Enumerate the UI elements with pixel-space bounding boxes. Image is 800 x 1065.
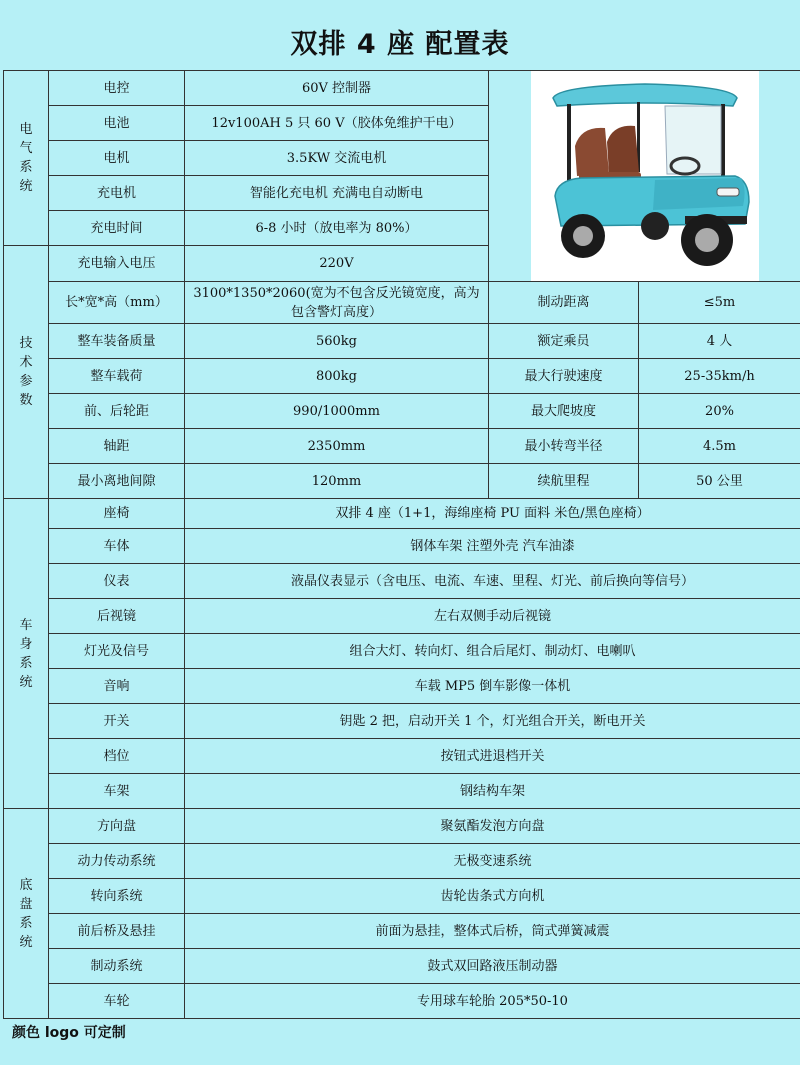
row-value: 液晶仪表显示（含电压、电流、车速、里程、灯光、前后换向等信号） — [185, 564, 800, 599]
table-row — [4, 634, 800, 669]
table-row — [4, 844, 800, 879]
row-label: 仪表 — [49, 564, 185, 599]
row-label: 最大行驶速度 — [489, 359, 639, 394]
row-label: 电机 — [49, 141, 185, 176]
table-row — [4, 529, 800, 564]
table-row — [4, 914, 800, 949]
table-row — [4, 282, 800, 324]
row-label: 动力传动系统 — [49, 844, 185, 879]
customization-note: 颜色 logo 可定制 — [12, 1025, 126, 1041]
row-label: 制动系统 — [49, 949, 185, 984]
row-value: 800kg — [185, 359, 489, 394]
row-value: 聚氨酯发泡方向盘 — [185, 809, 800, 844]
row-value: 3100*1350*2060(宽为不包含反光镜宽度，高为包含警灯高度） — [185, 282, 489, 324]
row-label: 轴距 — [49, 429, 185, 464]
row-label: 车体 — [49, 529, 185, 564]
row-value: 990/1000mm — [185, 394, 489, 429]
row-label: 前后桥及悬挂 — [49, 914, 185, 949]
row-label: 座椅 — [49, 499, 185, 529]
row-label: 额定乘员 — [489, 324, 639, 359]
row-label: 方向盘 — [49, 809, 185, 844]
row-value: 钢体车架 注塑外壳 汽车油漆 — [185, 529, 800, 564]
row-label: 最小离地间隙 — [49, 464, 185, 499]
section-body: 车 身 系 统 — [4, 499, 49, 809]
table-row — [4, 704, 800, 739]
row-label: 最大爬坡度 — [489, 394, 639, 429]
row-value: 25-35km/h — [639, 359, 800, 394]
row-label: 最小转弯半径 — [489, 429, 639, 464]
row-label: 充电输入电压 — [49, 246, 185, 282]
golf-cart-illustration — [535, 76, 755, 276]
row-value: 4 人 — [639, 324, 800, 359]
table-row — [4, 71, 800, 106]
section-technical: 技 术 参 数 — [4, 246, 49, 499]
table-row — [4, 499, 800, 529]
row-value: 4.5m — [639, 429, 800, 464]
row-label: 电池 — [49, 106, 185, 141]
section-electrical: 电 气 系 统 — [4, 71, 49, 246]
row-label: 后视镜 — [49, 599, 185, 634]
row-label: 续航里程 — [489, 464, 639, 499]
table-row — [4, 394, 800, 429]
row-label: 电控 — [49, 71, 185, 106]
row-value: 3.5KW 交流电机 — [185, 141, 489, 176]
row-value: 双排 4 座（1+1，海绵座椅 PU 面料 米色/黑色座椅） — [185, 499, 800, 529]
row-value: 专用球车轮胎 205*50-10 — [185, 984, 800, 1019]
row-label: 制动距离 — [489, 282, 639, 324]
row-value: 6-8 小时（放电率为 80%） — [185, 211, 489, 246]
table-row — [4, 949, 800, 984]
row-value: 钥匙 2 把，启动开关 1 个，灯光组合开关，断电开关 — [185, 704, 800, 739]
row-label: 充电机 — [49, 176, 185, 211]
row-value: 120mm — [185, 464, 489, 499]
row-value: 按钮式进退档开关 — [185, 739, 800, 774]
row-value: 2350mm — [185, 429, 489, 464]
row-value: ≤5m — [639, 282, 800, 324]
table-row — [4, 739, 800, 774]
product-image-cell — [489, 71, 800, 282]
row-value: 左右双侧手动后视镜 — [185, 599, 800, 634]
row-value: 钢结构车架 — [185, 774, 800, 809]
row-value: 12v100AH 5 只 60 V（胶体免维护干电） — [185, 106, 489, 141]
row-value: 60V 控制器 — [185, 71, 489, 106]
row-label: 灯光及信号 — [49, 634, 185, 669]
table-row — [4, 774, 800, 809]
row-value: 20% — [639, 394, 800, 429]
row-value: 智能化充电机 充满电自动断电 — [185, 176, 489, 211]
table-row — [4, 464, 800, 499]
row-label: 长*宽*高（mm） — [49, 282, 185, 324]
row-value: 车载 MP5 倒车影像一体机 — [185, 669, 800, 704]
row-label: 整车载荷 — [49, 359, 185, 394]
row-label: 音响 — [49, 669, 185, 704]
table-row — [4, 564, 800, 599]
spec-table — [3, 70, 800, 1019]
row-value: 鼓式双回路液压制动器 — [185, 949, 800, 984]
row-label: 充电时间 — [49, 211, 185, 246]
row-label: 整车装备质量 — [49, 324, 185, 359]
row-label: 转向系统 — [49, 879, 185, 914]
row-label: 车轮 — [49, 984, 185, 1019]
table-row — [4, 984, 800, 1019]
row-label: 档位 — [49, 739, 185, 774]
table-row — [4, 324, 800, 359]
row-value: 220V — [185, 246, 489, 282]
table-row — [4, 359, 800, 394]
section-chassis: 底 盘 系 统 — [4, 809, 49, 1019]
row-value: 前面为悬挂，整体式后桥，筒式弹簧减震 — [185, 914, 800, 949]
row-label: 前、后轮距 — [49, 394, 185, 429]
row-label: 开关 — [49, 704, 185, 739]
table-row — [4, 879, 800, 914]
page-title: 双排 4 座 配置表 — [290, 29, 510, 60]
row-label: 车架 — [49, 774, 185, 809]
table-row — [4, 429, 800, 464]
row-value: 无极变速系统 — [185, 844, 800, 879]
table-row — [4, 599, 800, 634]
row-value: 齿轮齿条式方向机 — [185, 879, 800, 914]
row-value: 50 公里 — [639, 464, 800, 499]
table-row — [4, 809, 800, 844]
table-row — [4, 669, 800, 704]
row-value: 560kg — [185, 324, 489, 359]
row-value: 组合大灯、转向灯、组合后尾灯、制动灯、电喇叭 — [185, 634, 800, 669]
golf-cart-photo — [531, 71, 759, 281]
